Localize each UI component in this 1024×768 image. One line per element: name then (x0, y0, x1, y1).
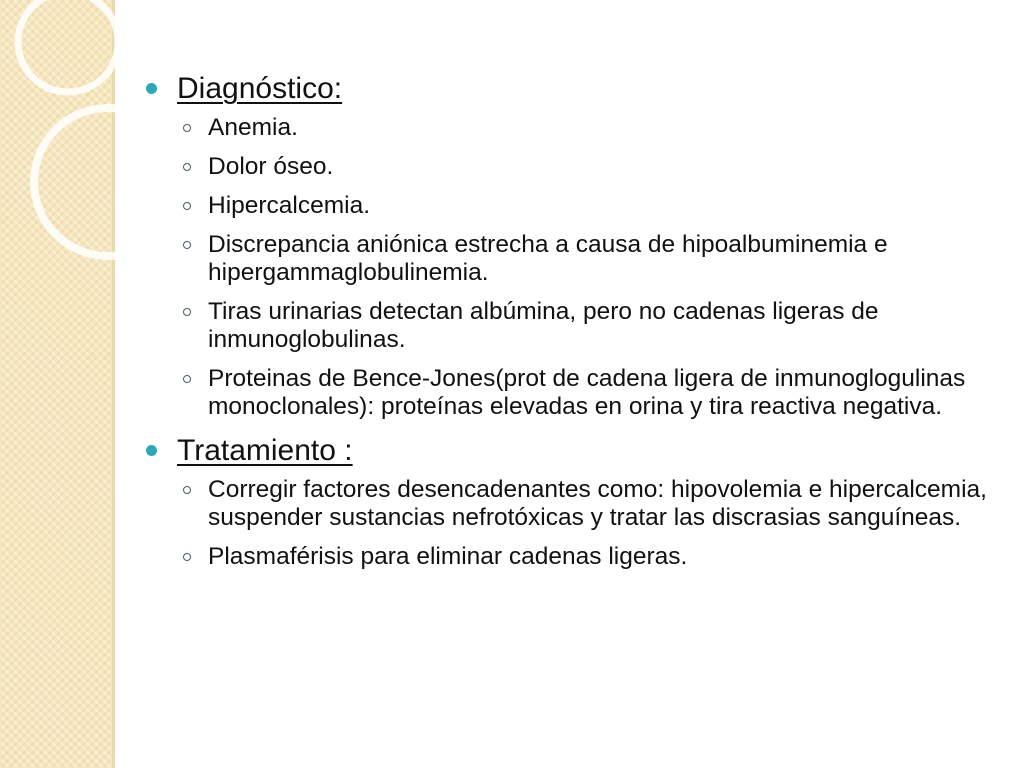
list-item-text: Proteinas de Bence-Jones(prot de cadena ligera de inmunoglogulinas monoclonales): proteínas elevadas en orina y tira reactiva negativa. (208, 365, 966, 420)
ring-bullet-icon (183, 124, 191, 132)
section-heading-tratamiento: Tratamiento : (177, 434, 353, 467)
ring-bullet-icon (183, 553, 191, 561)
ring-bullet-icon (183, 486, 191, 494)
section-heading-diagnostico: Diagnóstico: (177, 72, 343, 105)
ring-bullet-icon (183, 241, 191, 249)
list-item-text: Plasmaférisis para eliminar cadenas ligeras. (208, 543, 688, 570)
list-item-text: Tiras urinarias detectan albúmina, pero no cadenas ligeras de inmunoglobulinas. (208, 298, 879, 353)
diagnostico-sublist (177, 114, 1004, 421)
list-item (177, 365, 1004, 421)
list-item (177, 153, 1004, 181)
list-item (177, 231, 1004, 287)
ring-bullet-icon (183, 308, 191, 316)
slide-content (144, 70, 1004, 582)
list-item-text: Corregir factores desencadenantes como: hipovolemia e hipercalcemia, suspender sustancias nefrotóxicas y tratar las discrasias sanguíneas. (208, 476, 987, 531)
list-item-text: Anemia. (208, 114, 298, 141)
list-item (177, 114, 1004, 142)
list-item (177, 192, 1004, 220)
section-tratamiento (144, 432, 1004, 571)
section-diagnostico (144, 70, 1004, 421)
ring-bullet-icon (183, 375, 191, 383)
ring-bullet-icon (183, 202, 191, 210)
list-item (177, 298, 1004, 354)
list-item-text: Dolor óseo. (208, 153, 334, 180)
main-bullet-list (144, 70, 1004, 571)
decorative-circles (0, 0, 120, 768)
bullet-dot-icon (146, 445, 157, 456)
bullet-dot-icon (146, 83, 157, 94)
ring-bullet-icon (183, 163, 191, 171)
list-item-text: Hipercalcemia. (208, 192, 371, 219)
list-item (177, 476, 1004, 532)
list-item (177, 543, 1004, 571)
list-item-text: Discrepancia aniónica estrecha a causa de hipoalbuminemia e hipergammaglobulinemia. (208, 231, 888, 286)
tratamiento-sublist (177, 476, 1004, 571)
